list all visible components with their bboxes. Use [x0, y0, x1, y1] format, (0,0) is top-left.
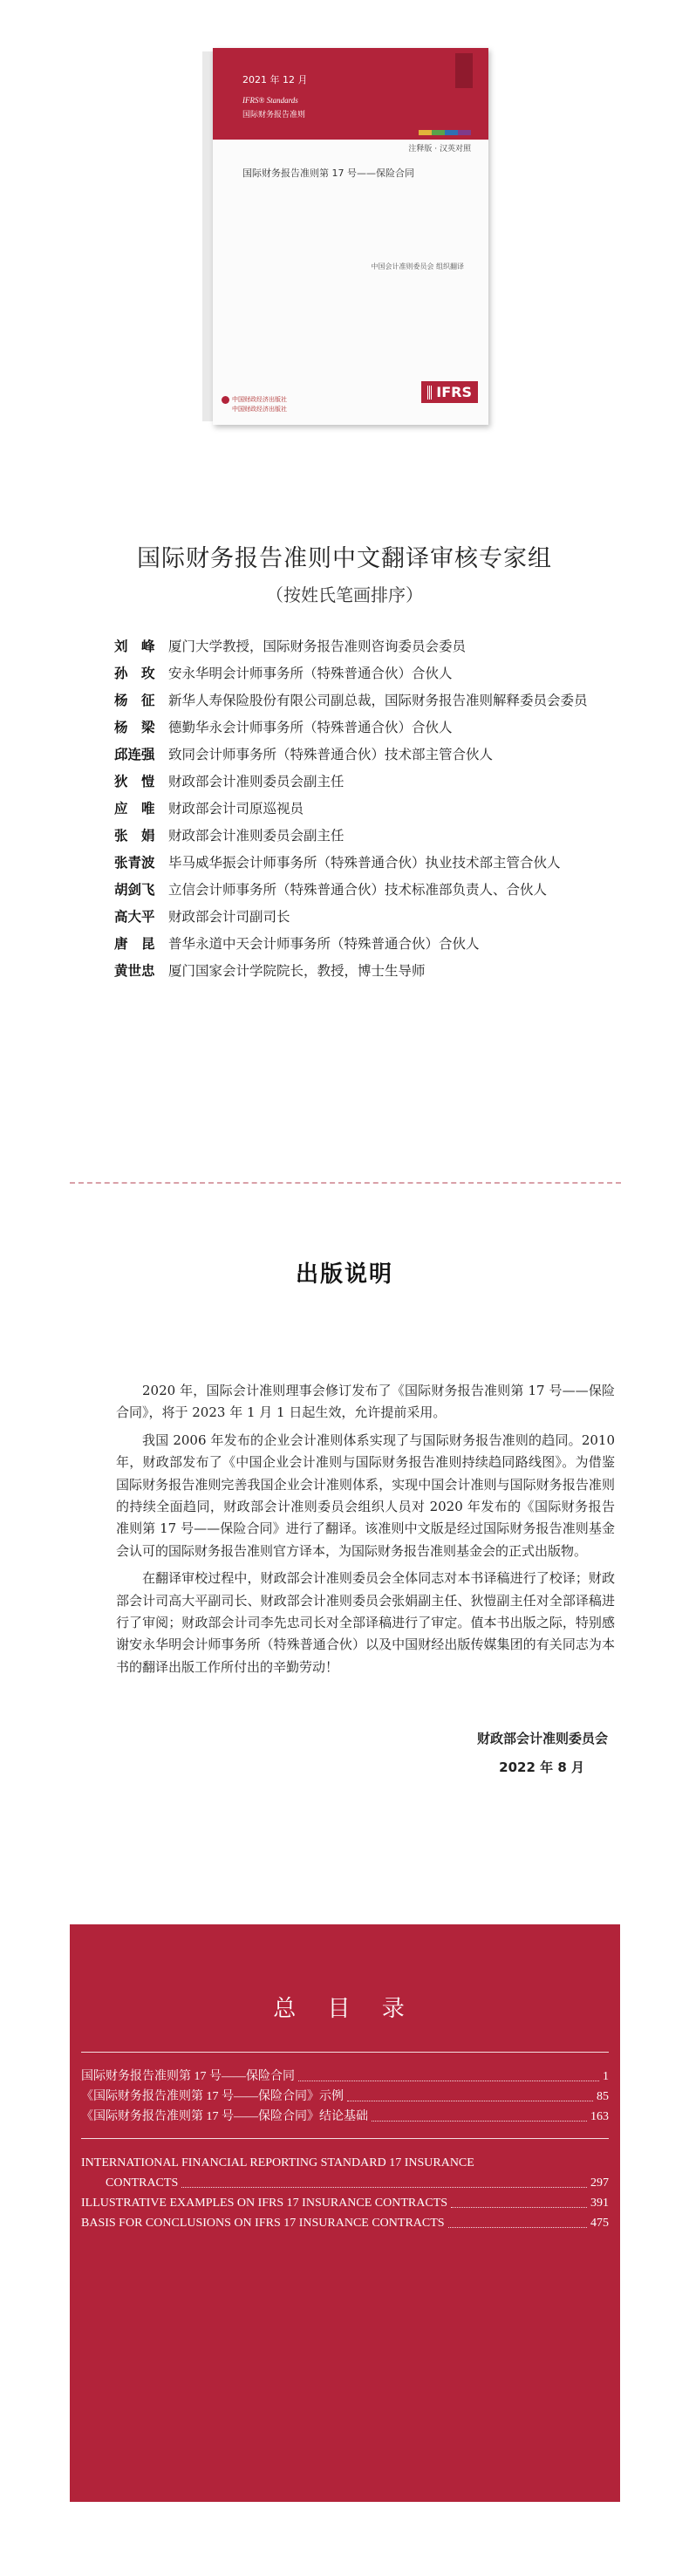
section-divider	[70, 1182, 621, 1184]
expert-name: 张青波	[114, 855, 155, 871]
toc-item-page: 297	[590, 2176, 609, 2190]
list-item	[114, 958, 620, 985]
expert-desc: 财政部会计司原巡视员	[168, 801, 304, 817]
toc-item-page: 1	[603, 2070, 609, 2083]
expert-name: 刘 峰	[114, 639, 155, 654]
toc-item-label: CONTRACTS	[106, 2176, 179, 2190]
toc-item-label: ILLUSTRATIVE EXAMPLES ON IFRS 17 INSURANCE CONTRACTS	[81, 2197, 448, 2210]
ifrs-logo	[421, 381, 478, 403]
toc-leader	[448, 2227, 587, 2228]
list-item	[114, 741, 620, 769]
toc-item[interactable]	[81, 2087, 609, 2107]
ifrs-logo-text: IFRS	[436, 384, 472, 400]
expert-desc: 德勤华永会计师事务所（特殊普通合伙）合伙人	[168, 720, 453, 735]
expert-desc: 立信会计师事务所（特殊普通合伙）技术标准部负责人、合伙人	[168, 882, 548, 898]
expert-name: 邱连强	[114, 747, 155, 762]
toc-item[interactable]	[81, 2173, 609, 2193]
paragraph: 我国 2006 年发布的企业会计准则体系实现了与国际财务报告准则的趋同。2010 年，财政部发布了《中国企业会计准则与国际财务报告准则持续趋同路线图》。为借鉴国际财务报告准则完善我国企业会计准则体系，实现中国会计准则与国际财务报告准则的持续全面趋同，财政部会计准则委员会组织人员对 2020 年发布的《国际财务报告准则第 17 号——保险合同》进行了翻译。该准则中文版是经过国际财务报告准则基金会认可的国际财务报告准则官方译本，为国际财务报告准则基金会的正式出版物。	[116, 1431, 615, 1559]
list-item	[114, 660, 620, 687]
toc-item[interactable]	[81, 2153, 609, 2173]
cover-color-stripe	[419, 130, 471, 135]
expert-desc: 安永华明会计师事务所（特殊普通合伙）合伙人	[168, 666, 453, 681]
expert-name: 唐 昆	[114, 936, 155, 952]
expert-desc: 普华永道中天会计师事务所（特殊普通合伙）合伙人	[168, 936, 480, 952]
toc-leader	[451, 2207, 587, 2208]
experts-title: 国际财务报告准则中文翻译审核专家组	[137, 545, 552, 572]
publication-note-body	[116, 1380, 615, 1684]
publication-note-title: 出版说明	[295, 1261, 393, 1288]
list-item	[114, 796, 620, 823]
stripe-segment	[445, 130, 458, 135]
list-item	[114, 687, 620, 714]
expert-name: 孙 玫	[114, 666, 155, 681]
toc-item[interactable]	[81, 2107, 609, 2127]
expert-name: 应 唯	[114, 801, 155, 817]
expert-desc: 毕马威华振会计师事务所（特殊普通合伙）执业技术部主管合伙人	[168, 855, 561, 871]
toc-rule	[81, 2052, 609, 2053]
cover-red-band	[213, 48, 488, 140]
signature-org: 财政部会计准则委员会	[476, 1731, 608, 1746]
expert-desc: 财政部会计司副司长	[168, 909, 290, 925]
toc-item[interactable]	[81, 2067, 609, 2087]
list-item	[114, 823, 620, 850]
book-front-cover	[213, 48, 488, 425]
expert-name: 张 娟	[114, 828, 155, 844]
cover-translator: 中国会计准则委员会 组织翻译	[371, 263, 464, 270]
list-item	[114, 850, 620, 877]
expert-name: 胡剑飞	[114, 882, 155, 898]
cover-bookmark-tab	[455, 53, 473, 88]
expert-name: 高大平	[114, 909, 155, 925]
list-item	[114, 904, 620, 931]
signature-date: 2022 年 8 月	[499, 1759, 584, 1775]
cover-year: 2021 年 12 月	[242, 74, 308, 85]
experts-subtitle: （按姓氏笔画排序）	[266, 584, 423, 605]
toc-item-page: 85	[597, 2090, 609, 2103]
toc-item-page: 163	[590, 2110, 609, 2123]
expert-name: 杨 梁	[114, 720, 155, 735]
list-item	[114, 931, 620, 958]
cover-series-cn: 国际财务报告准则	[242, 111, 306, 120]
cover-title: 国际财务报告准则第 17 号——保险合同	[242, 167, 414, 179]
expert-desc: 新华人寿保险股份有限公司副总裁，国际财务报告准则解释委员会委员	[168, 693, 588, 708]
toc-item-page: 391	[590, 2197, 609, 2210]
publisher-logo-icon	[222, 396, 229, 404]
cover-publisher	[232, 395, 287, 414]
stripe-segment	[432, 130, 445, 135]
cover-edition: 注释版 · 汉英对照	[408, 145, 471, 154]
toc-item-page: 475	[590, 2217, 609, 2230]
cover-publisher-line: 中国财政经济出版社	[232, 406, 287, 413]
table-of-contents	[70, 1924, 620, 2502]
list-item	[114, 877, 620, 904]
toc-leader	[181, 2187, 587, 2188]
stripe-segment	[458, 130, 471, 135]
toc-cn-list	[81, 2067, 609, 2127]
toc-item-label: INTERNATIONAL FINANCIAL REPORTING STANDARD 17 INSURANCE	[81, 2156, 474, 2169]
list-item	[114, 714, 620, 741]
toc-item-label: 《国际财务报告准则第 17 号——保险合同》结论基础	[81, 2110, 368, 2123]
expert-name: 杨 征	[114, 693, 155, 708]
cover-publisher-line: 中国财政经济出版社	[232, 396, 287, 403]
paragraph: 2020 年，国际会计准则理事会修订发布了《国际财务报告准则第 17 号——保险合同》，将于 2023 年 1 月 1 日起生效，允许提前采用。	[116, 1383, 615, 1421]
expert-desc: 厦门国家会计学院院长，教授，博士生导师	[168, 963, 426, 979]
toc-item[interactable]	[81, 2193, 609, 2213]
toc-en-list	[81, 2153, 609, 2233]
paragraph: 在翻译审校过程中，财政部会计准则委员会全体同志对本书译稿进行了校译；财政部会计司高大平副司长、财政部会计准则委员会张娟副主任、狄愷副主任对全部译稿进行了审阅；财政部会计司李先忠司长对全部译稿进行了审定。值本书出版之际，特别感谢安永华明会计师事务所（特殊普通合伙）以及中国财经出版传媒集团的有关同志为本书的翻译出版工作所付出的辛勤劳动！	[116, 1570, 615, 1675]
expert-desc: 财政部会计准则委员会副主任	[168, 774, 344, 789]
book-cover	[202, 48, 488, 425]
stripe-segment	[419, 130, 432, 135]
list-item	[114, 769, 620, 796]
toc-rule	[81, 2138, 609, 2139]
expert-name: 狄 愷	[114, 774, 155, 789]
toc-item-label: 国际财务报告准则第 17 号——保险合同	[81, 2070, 295, 2083]
toc-item-label: BASIS FOR CONCLUSIONS ON IFRS 17 INSURANCE CONTRACTS	[81, 2217, 445, 2230]
toc-item-label: 《国际财务报告准则第 17 号——保险合同》示例	[81, 2090, 344, 2103]
ifrs-bars-icon	[427, 386, 432, 400]
toc-leader	[372, 2121, 587, 2122]
expert-desc: 财政部会计准则委员会副主任	[168, 828, 344, 844]
list-item	[114, 633, 620, 660]
toc-item[interactable]	[81, 2213, 609, 2233]
expert-desc: 厦门大学教授，国际财务报告准则咨询委员会委员	[168, 639, 467, 654]
expert-name: 黄世忠	[114, 963, 155, 979]
toc-title: 总 目 录	[273, 1996, 417, 2022]
cover-series-en: IFRS® Standards	[242, 96, 298, 105]
experts-list	[114, 633, 620, 985]
expert-desc: 致同会计师事务所（特殊普通合伙）技术部主管合伙人	[168, 747, 494, 762]
